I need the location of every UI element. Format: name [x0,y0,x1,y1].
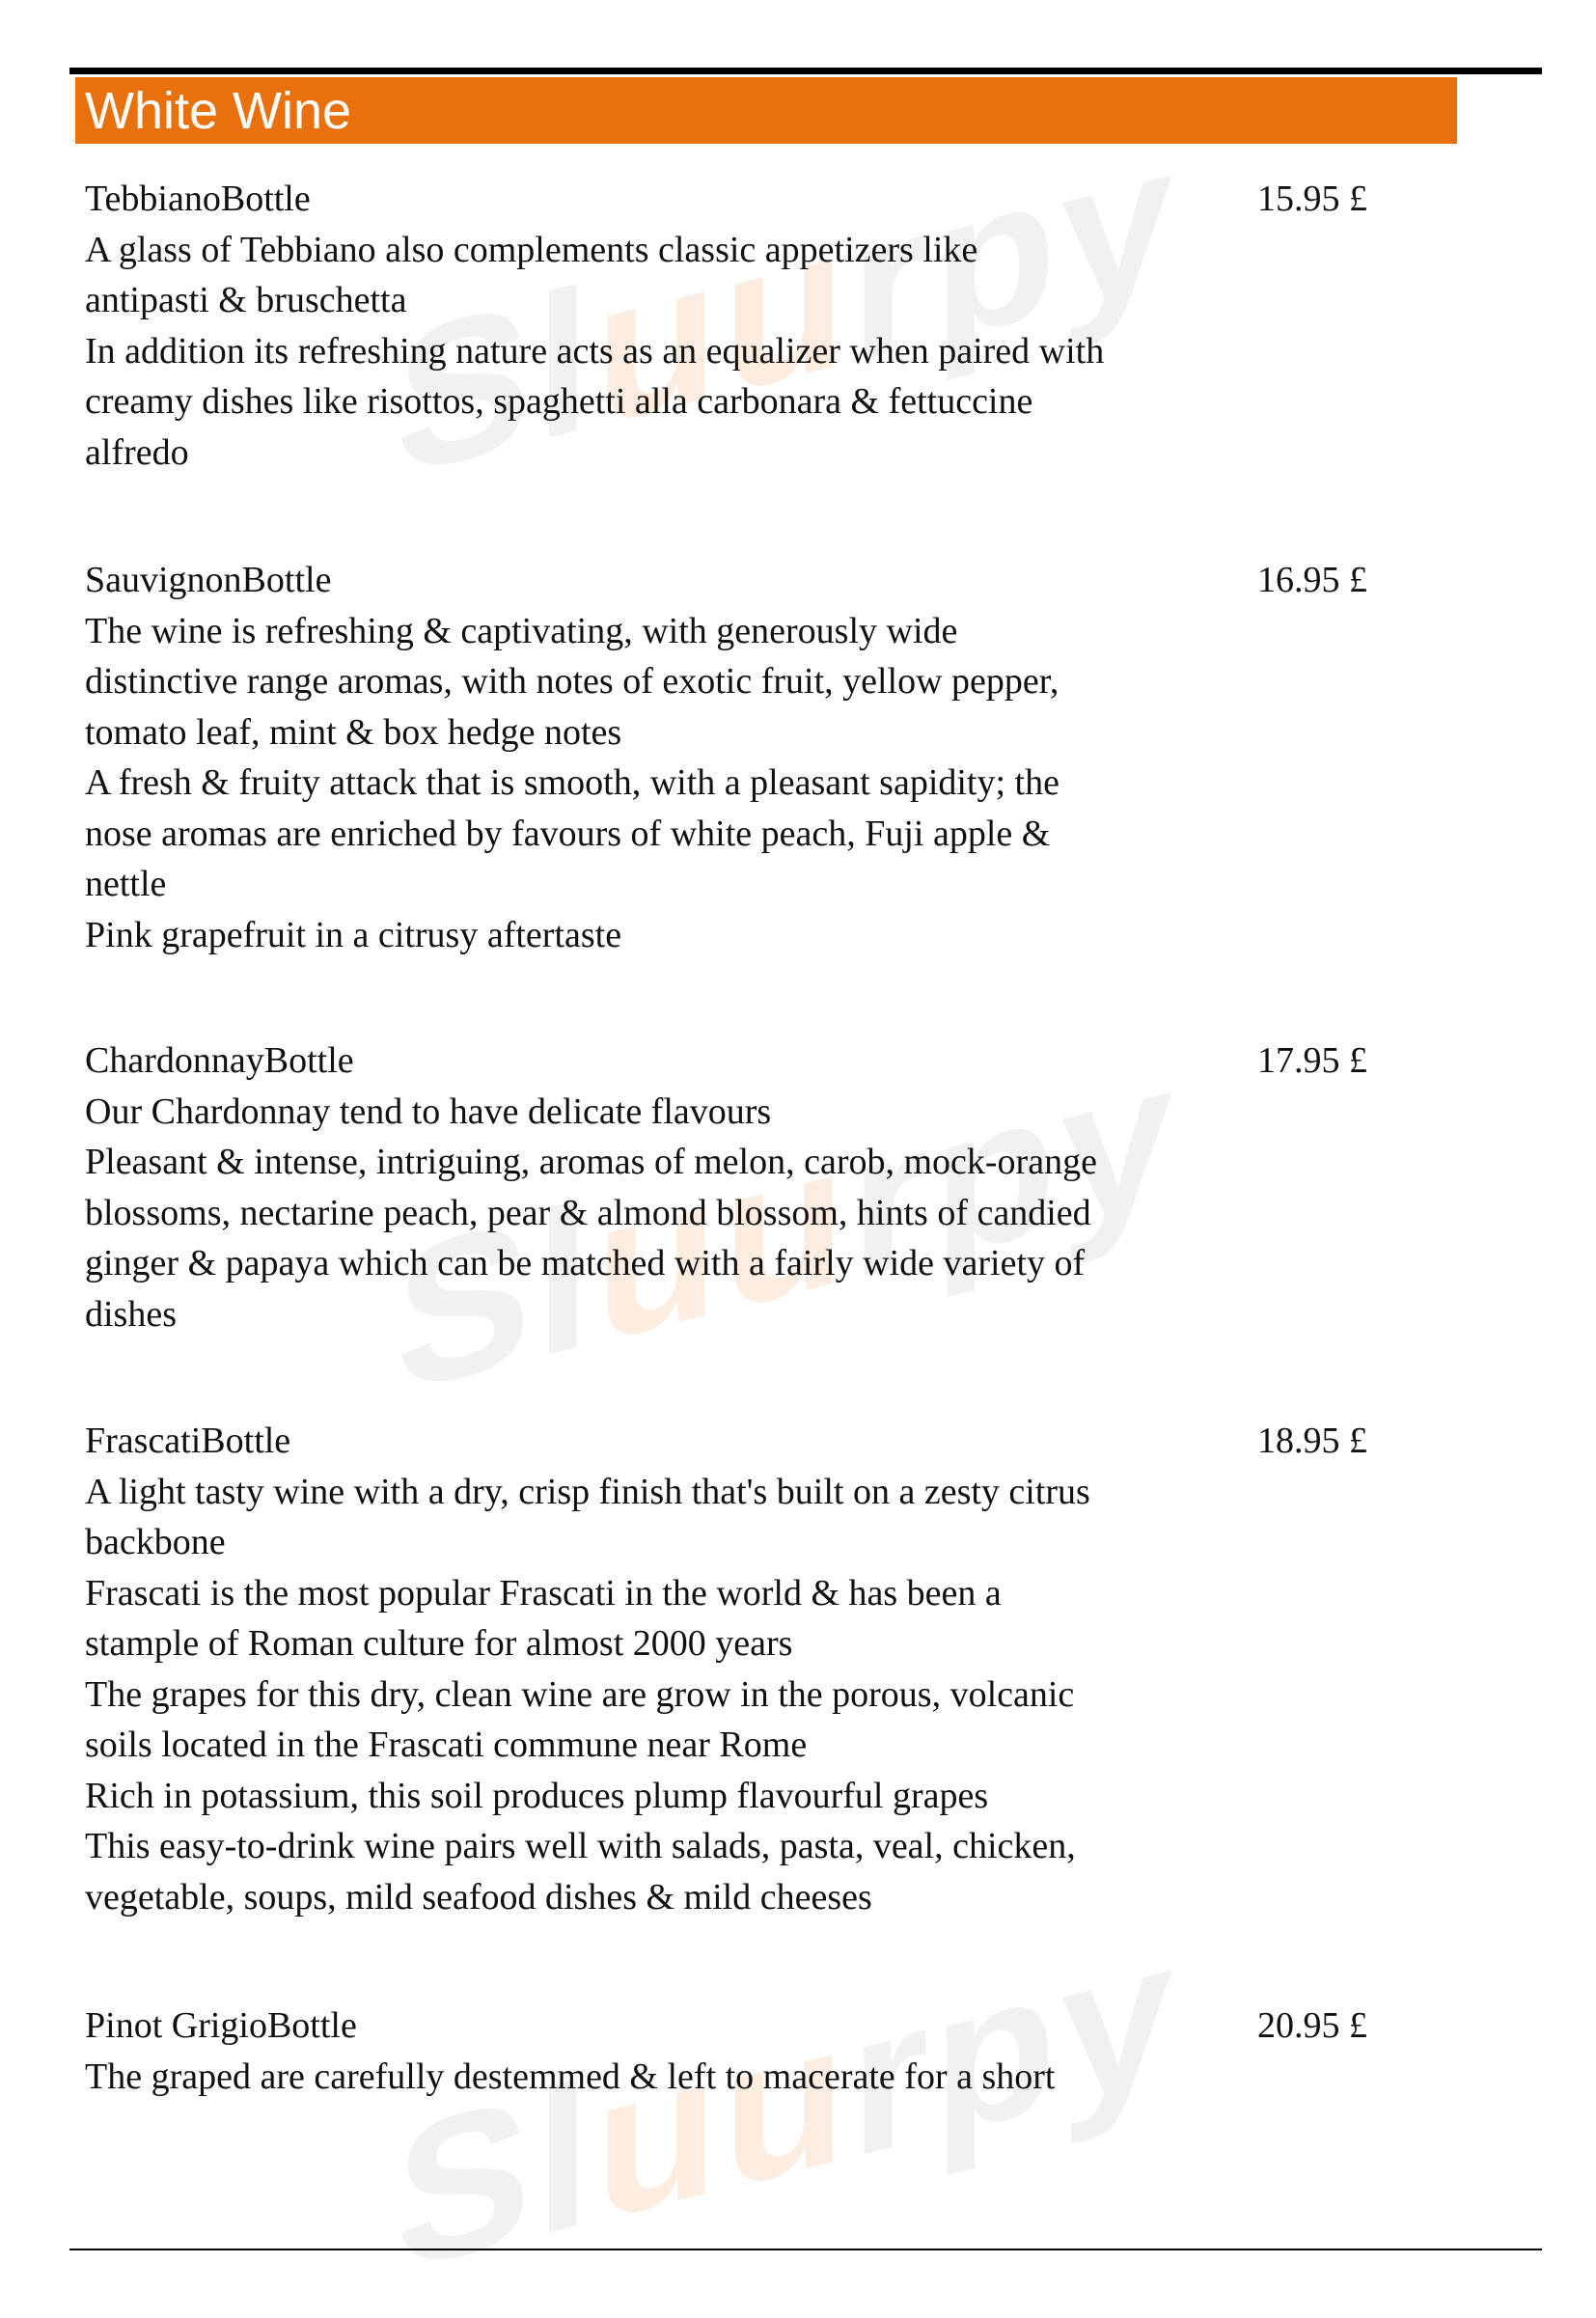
description-line: Pleasant & intense, intriguing, aromas of melon, carob, mock-orange [85,1142,1097,1182]
description-line: Our Chardonnay tend to have delicate flavours [85,1090,772,1132]
description-line: stample of Roman culture for almost 2000 years [85,1623,793,1664]
description-line: Rich in potassium, this soil produces plump flavourful grapes [85,1775,989,1816]
item-description [85,2052,1224,2103]
description-line: This easy-to-drink wine pairs well with salads, pasta, veal, chicken, [85,1826,1076,1866]
item-name: ChardonnayBottle [85,1040,354,1081]
description-line: The wine is refreshing & captivating, with generously wide [85,610,958,651]
description-line: Frascati is the most popular Frascati in the world & has been a [85,1572,1002,1614]
menu-item-chardonnay [85,1035,1378,1339]
item-name: TebbianoBottle [85,179,311,219]
bottom-divider [69,2249,1542,2250]
description-line: tomato leaf, mint & box hedge notes [85,711,622,753]
description-line: dishes [85,1293,177,1335]
description-line: A light tasty wine with a dry, crisp finish that's built on a zesty citrus [85,1471,1090,1512]
item-price: 20.95 £ [1257,2005,1367,2046]
item-name: FrascatiBottle [85,1421,291,1461]
description-line: alfredo [85,431,189,473]
item-description [85,225,1224,479]
item-description [85,606,1224,961]
section-title: White Wine [85,82,352,140]
description-line: The grapes for this dry, clean wine are grow in the porous, volcanic [85,1673,1075,1715]
menu-item-sauvignon [85,555,1378,960]
watermark-logo: Sluurpy [396,1892,1177,2314]
item-name: Pinot GrigioBottle [85,2005,357,2046]
description-line: nettle [85,864,167,904]
item-name: SauvignonBottle [85,560,332,600]
watermark-logo: Sluurpy [396,1014,1177,1436]
item-price: 15.95 £ [1257,179,1367,219]
item-price: 17.95 £ [1257,1040,1367,1081]
description-line: A glass of Tebbiano also complements classic appetizers like [85,229,978,270]
description-line: blossoms, nectarine peach, pear & almond blossom, hints of candied [85,1192,1091,1233]
description-line: In addition its refreshing nature acts as an equalizer when paired with [85,330,1105,372]
description-line: A fresh & fruity attack that is smooth, with a pleasant sapidity; the [85,762,1059,803]
description-line: distinctive range aromas, with notes of exotic fruit, yellow pepper, [85,661,1059,702]
item-description [85,1087,1224,1340]
watermark-logo: Sluurpy [396,97,1177,519]
description-line: backbone [85,1522,226,1562]
item-price: 16.95 £ [1257,560,1367,600]
description-line: creamy dishes like risottos, spaghetti alla carbonara & fettuccine [85,381,1033,422]
description-line: ginger & papaya which can be matched with a fairly wide variety of [85,1243,1086,1283]
description-line: antipasti & bruschetta [85,280,407,320]
description-line: Pink grapefruit in a citrusy aftertaste [85,914,622,955]
menu-item-frascati [85,1416,1378,1922]
description-line: vegetable, soups, mild seafood dishes & mild cheeses [85,1876,872,1918]
item-description [85,1467,1224,1923]
top-divider [69,68,1542,74]
menu-item-pinot-grigio [85,2001,1378,2102]
description-line: soils located in the Frascati commune near Rome [85,1725,808,1765]
description-line: nose aromas are enriched by favours of white peach, Fuji apple & [85,813,1051,854]
item-price: 18.95 £ [1257,1421,1367,1461]
section-header [75,77,1457,144]
description-line: The graped are carefully destemmed & left to macerate for a short [85,2056,1056,2097]
menu-item-tebbiano [85,174,1378,478]
